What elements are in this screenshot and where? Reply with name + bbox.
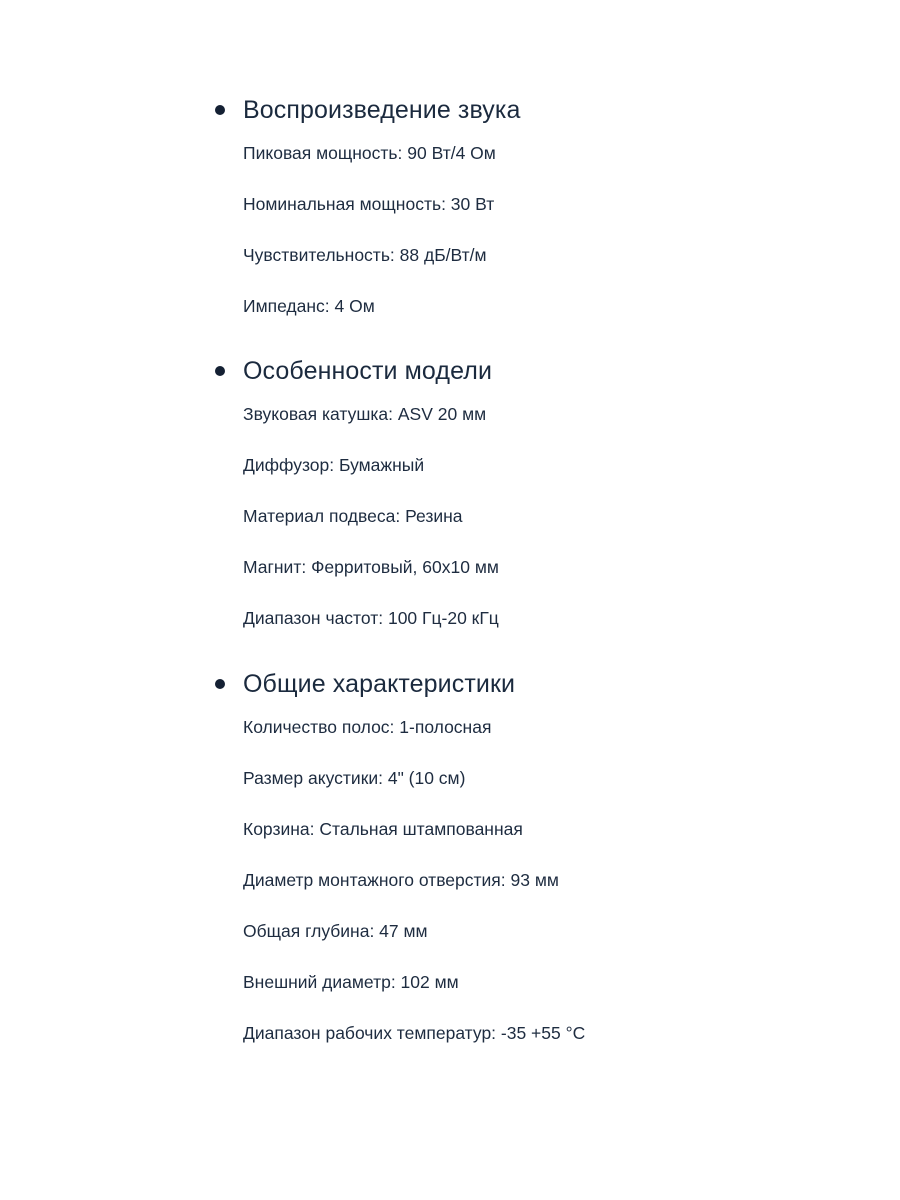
spec-item: Диапазон рабочих температур: -35 +55 °C bbox=[243, 1023, 586, 1043]
bullet-icon bbox=[215, 366, 225, 376]
spec-item: Диффузор: Бумажный bbox=[243, 455, 425, 475]
spec-item: Внешний диаметр: 102 мм bbox=[243, 972, 459, 992]
section-heading bbox=[215, 667, 855, 701]
bullet-icon bbox=[215, 105, 225, 115]
spec-item: Номинальная мощность: 30 Вт bbox=[243, 194, 495, 214]
spec-item: Диапазон частот: 100 Гц-20 кГц bbox=[243, 608, 499, 628]
spec-item: Звуковая катушка: ASV 20 мм bbox=[243, 404, 487, 424]
spec-item: Диаметр монтажного отверстия: 93 мм bbox=[243, 870, 559, 890]
spec-item: Количество полос: 1-полосная bbox=[243, 717, 492, 737]
spec-item: Пиковая мощность: 90 Вт/4 Ом bbox=[243, 143, 496, 163]
section-heading bbox=[215, 93, 855, 127]
bullet-icon bbox=[215, 679, 225, 689]
spec-item: Чувствительность: 88 дБ/Вт/м bbox=[243, 245, 487, 265]
spec-item: Размер акустики: 4" (10 см) bbox=[243, 768, 466, 788]
spec-item: Материал подвеса: Резина bbox=[243, 506, 463, 526]
section-model-features bbox=[215, 354, 855, 628]
spec-item: Корзина: Стальная штампованная bbox=[243, 819, 523, 839]
section-title: Общие характеристики bbox=[243, 670, 516, 698]
section-sound-reproduction bbox=[215, 93, 855, 316]
spec-item: Импеданс: 4 Ом bbox=[243, 296, 375, 316]
section-heading bbox=[215, 354, 855, 388]
spec-item: Магнит: Ферритовый, 60x10 мм bbox=[243, 557, 499, 577]
spec-item: Общая глубина: 47 мм bbox=[243, 921, 428, 941]
section-title: Воспроизведение звука bbox=[243, 96, 521, 124]
section-title: Особенности модели bbox=[243, 357, 493, 385]
section-general-specs bbox=[215, 667, 855, 1043]
